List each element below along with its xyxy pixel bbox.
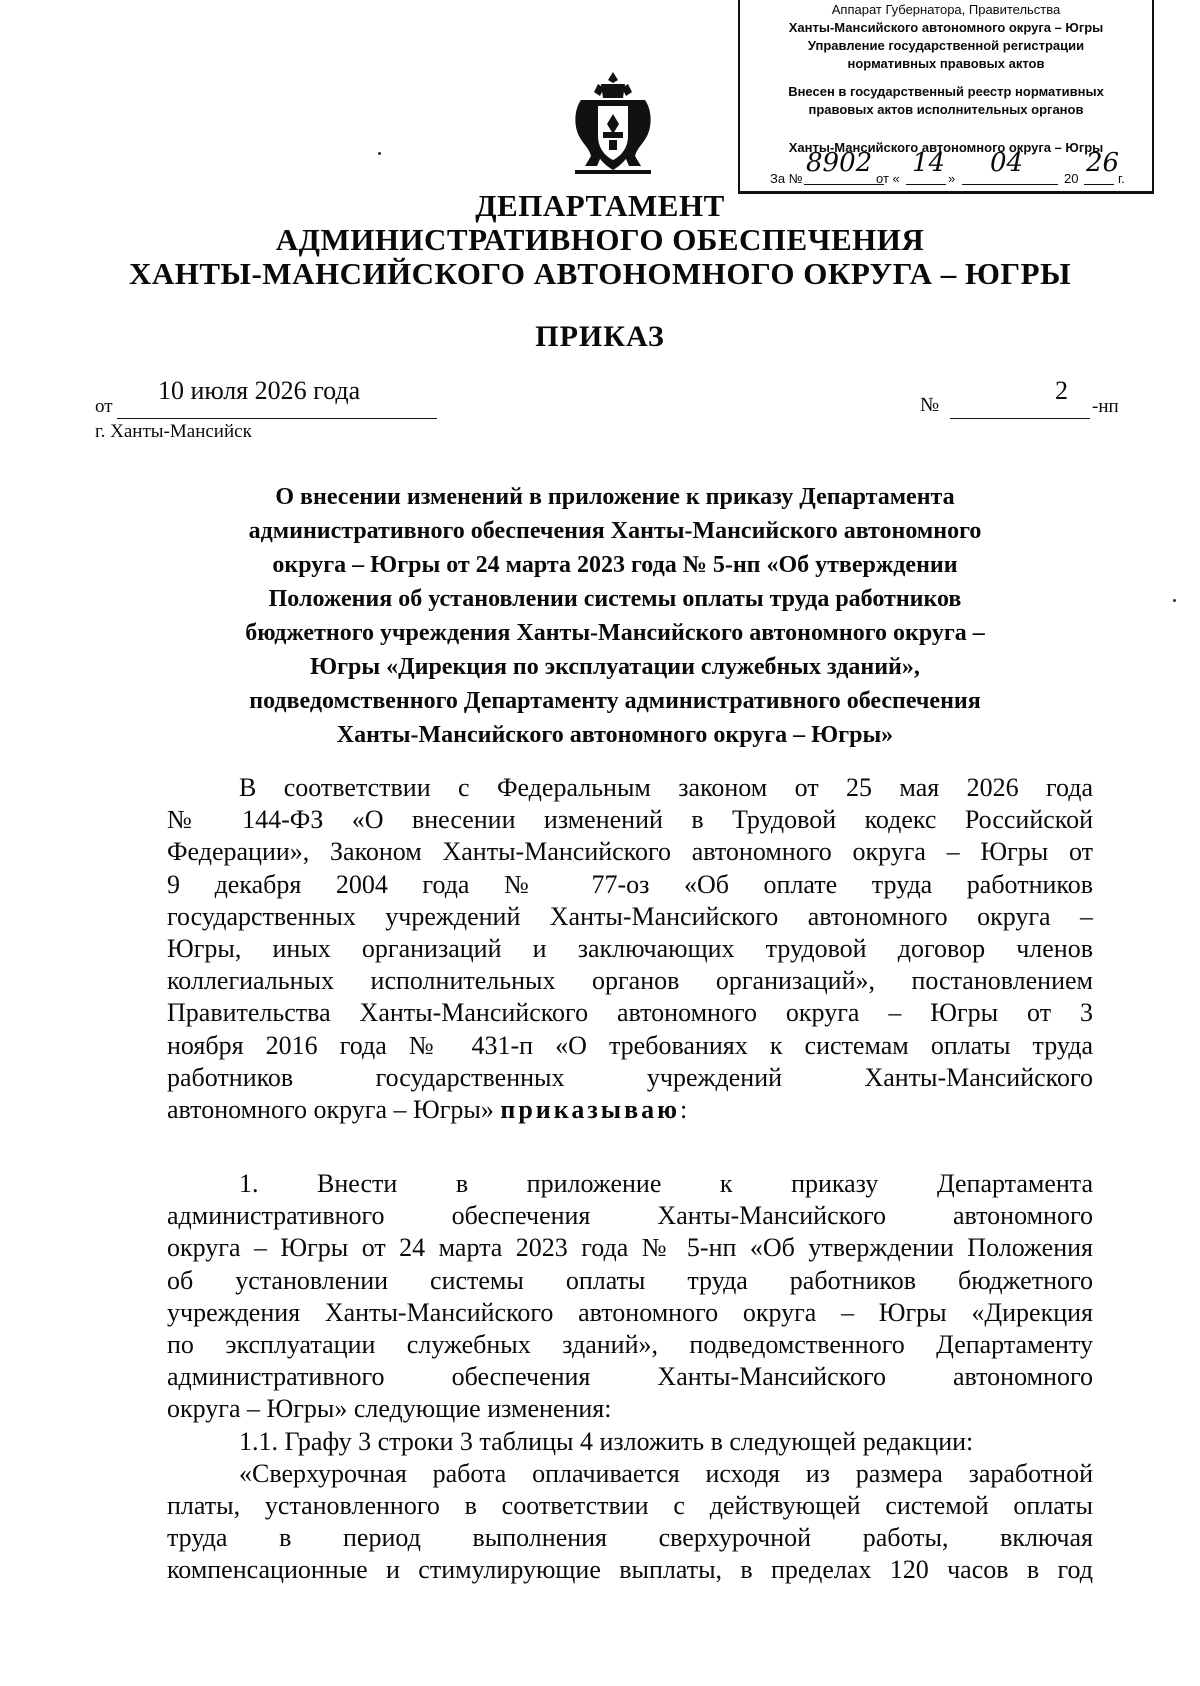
number-value: 2 (1055, 376, 1068, 405)
coat-of-arms-icon (563, 70, 663, 176)
text-line: Правительства Ханты-Мансийского автономного округа – Югры от 3 (167, 998, 1093, 1028)
city: г. Ханты-Мансийск (95, 421, 252, 442)
text-line: об установлении системы оплаты труда работников бюджетного (167, 1265, 1093, 1295)
registration-stamp (738, 0, 1154, 194)
text-line: 9 декабря 2004 года № 77-оз «Об оплате труда работников (167, 869, 1093, 899)
department-title-line: АДМИНИСТРАТИВНОГО ОБЕСПЕЧЕНИЯ (275, 222, 925, 257)
subject-line: административного обеспечения Ханты-Мансийского автономного (248, 518, 982, 544)
order-word: приказываю (500, 1094, 681, 1124)
order-subject (150, 480, 1080, 752)
subject-line: округа – Югры от 24 марта 2023 года № 5-нп «Об утверждении (272, 552, 958, 578)
number-prefix: № (920, 394, 940, 416)
subject-line: Ханты-Мансийского автономного округа – Югры» (336, 722, 894, 748)
stamp-reg-year-prefix: 20 (1064, 171, 1079, 186)
text-line: округа – Югры» следующие изменения: (167, 1394, 612, 1424)
stamp-reg-number: 8902 (806, 148, 873, 178)
department-title-line: ХАНТЫ-МАНСИЙСКОГО АВТОНОМНОГО ОКРУГА – ЮГРЫ (128, 256, 1072, 291)
subject-line: бюджетного учреждения Ханты-Мансийского автономного округа – (245, 620, 985, 646)
date-prefix: от (95, 396, 113, 417)
text-line: В соответствии с Федеральным законом от 25 мая 2026 года (239, 773, 1093, 802)
stamp-line: Управление государственной регистрации (807, 38, 1085, 53)
stamp-line: Ханты-Мансийского автономного округа – Югры (788, 140, 1104, 155)
text-line: государственных учреждений Ханты-Мансийского автономного округа – (167, 901, 1093, 931)
text-line: коллегиальных исполнительных органов организаций», постановлением (167, 966, 1093, 996)
text-line: Югры, иных организаций и заключающих трудовой договор членов (167, 933, 1093, 963)
subject-line: О внесении изменений в приложение к приказу Департамента (275, 484, 955, 510)
text-line: учреждения Ханты-Мансийского автономного округа – Югры «Дирекция (167, 1297, 1093, 1327)
quote-line: компенсационные и стимулирующие выплаты, в пределах 120 часов в год (167, 1555, 1093, 1585)
stamp-reg-day: 14 (912, 148, 946, 178)
text-line (167, 1094, 1093, 1126)
stamp-line: Внесен в государственный реестр нормативных (788, 84, 1104, 99)
text-line: административного обеспечения Ханты-Мансийского автономного (167, 1201, 1093, 1231)
item-1-paragraph (167, 1168, 1093, 1586)
date-value: 10 июля 2026 года (158, 376, 361, 405)
stamp-registration-line (746, 148, 1148, 188)
scan-dot (378, 152, 381, 155)
subject-line: Положения об установлении системы оплаты труда работников (268, 586, 962, 612)
text-line: Федерации», Законом Ханты-Мансийского автономного округа – Югры от (167, 837, 1093, 867)
text-line: ноября 2016 года № 431-п «О требованиях к системам оплаты труда (167, 1030, 1093, 1060)
stamp-reg-from: от « (876, 171, 900, 186)
stamp-line: нормативных правовых актов (847, 56, 1045, 71)
text-line: № 144-ФЗ «О внесении изменений в Трудовой кодекс Российской (167, 805, 1093, 835)
stamp-line: Аппарат Губернатора, Правительства (831, 2, 1061, 17)
text-line: 1. Внести в приложение к приказу Департамента (239, 1169, 1093, 1198)
order-colon: : (680, 1094, 688, 1124)
subject-line: подведомственного Департаменту административного обеспечения (249, 688, 981, 714)
text-line: округа – Югры от 24 марта 2023 года № 5-нп «Об утверждении Положения (167, 1233, 1093, 1263)
number-suffix: -нп (1092, 396, 1119, 417)
stamp-reg-year: 26 (1086, 148, 1120, 178)
stamp-reg-year-suffix: г. (1118, 171, 1125, 186)
subject-line: Югры «Дирекция по эксплуатации служебных зданий», (310, 654, 920, 680)
text-line: административного обеспечения Ханты-Мансийского автономного (167, 1362, 1093, 1392)
scan-dot (1173, 599, 1176, 602)
document-type-title: ПРИКАЗ (535, 320, 665, 353)
preamble-paragraph (167, 772, 1093, 1126)
quote-line: «Сверхурочная работа оплачивается исходя из размера заработной (239, 1458, 1093, 1488)
quote-line: платы, установленного в соответствии с действующей системой оплаты (167, 1490, 1093, 1520)
department-title-line: ДЕПАРТАМЕНТ (475, 188, 725, 223)
stamp-line: правовых актов исполнительных органов (808, 102, 1084, 117)
stamp-reg-prefix: За № (770, 171, 803, 186)
stamp-reg-quote: » (948, 171, 956, 186)
text-line: работников государственных учреждений Ханты-Мансийского (167, 1062, 1093, 1092)
text-line: по эксплуатации служебных зданий», подведомственного Департаменту (167, 1329, 1093, 1359)
preamble-last-text: автономного округа – Югры» (167, 1094, 494, 1124)
item-1-1-text: 1.1. Графу 3 строки 3 таблицы 4 изложить в следующей редакции: (239, 1426, 974, 1456)
stamp-line: Ханты-Мансийского автономного округа – Югры (788, 20, 1104, 35)
quote-line: труда в период выполнения сверхурочной работы, включая (167, 1523, 1093, 1553)
stamp-reg-month: 04 (990, 148, 1024, 178)
